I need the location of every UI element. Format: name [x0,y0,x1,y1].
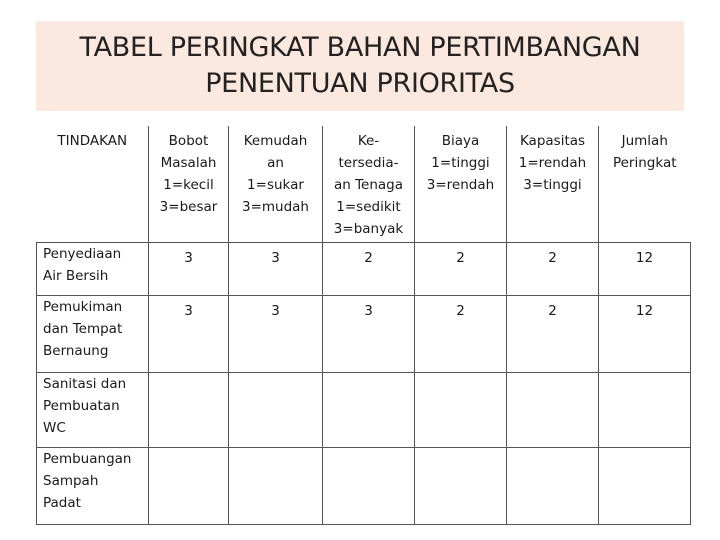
header-line: 3=rendah [426,177,495,193]
cell-kapasitas [507,373,599,448]
table-row [37,373,691,448]
header-line: Jumlah [621,133,668,149]
header-tindakan [37,126,149,243]
cell-kapasitas: 2 [507,243,599,296]
header-line: Masalah [160,155,217,171]
cell-bobot [149,448,229,525]
header-line: Peringkat [612,155,677,171]
header-line: 1=rendah [518,155,587,171]
title-banner [36,21,684,111]
header-kapasitas [507,126,599,243]
row-label [37,373,149,448]
header-line: 1=sukar [247,177,304,193]
header-ketersediaan-tenaga [323,126,415,243]
table-row [37,243,691,296]
row-label [37,448,149,525]
cell-biaya [415,373,507,448]
header-line: Bobot [168,133,209,149]
header-line: Biaya [441,133,480,149]
cell-ketersediaan: 2 [323,243,415,296]
cell-jumlah: 12 [599,296,691,373]
header-jumlah-peringkat [599,126,691,243]
cell-kemudahan [229,373,323,448]
header-line: 3=tinggi [523,177,582,193]
header-line: 3=banyak [333,221,404,237]
table-row [37,296,691,373]
cell-bobot [149,373,229,448]
header-bobot-masalah [149,126,229,243]
row-label [37,243,149,296]
header-line: an [267,155,284,171]
header-line: 3=mudah [241,199,309,215]
row-label-line: Pemukiman [43,299,123,315]
cell-ketersediaan [323,373,415,448]
row-label-line: Pembuatan [43,398,120,414]
row-label-line: WC [43,420,66,436]
row-label-line: Penyediaan [43,246,122,262]
header-line: Kapasitas [519,133,586,149]
header-line: 3=besar [159,199,218,215]
header-line: tersedia- [338,155,399,171]
row-label [37,296,149,373]
row-label-line: Sanitasi dan [43,376,127,392]
cell-kapasitas [507,448,599,525]
header-line: 1=tinggi [431,155,490,171]
cell-kemudahan [229,448,323,525]
cell-kemudahan: 3 [229,296,323,373]
cell-jumlah: 12 [599,243,691,296]
cell-jumlah [599,373,691,448]
title-line-1: TABEL PERINGKAT BAHAN PERTIMBANGAN [79,32,641,63]
header-line: 1=sedikit [336,199,401,215]
cell-biaya: 2 [415,296,507,373]
header-line: TINDAKAN [57,133,128,149]
title-line-2: PENENTUAN PRIORITAS [205,68,515,99]
priority-ranking-table [36,126,691,525]
cell-ketersediaan [323,448,415,525]
cell-bobot: 3 [149,296,229,373]
cell-biaya [415,448,507,525]
row-label-line: Pembuangan [43,451,132,467]
header-row [37,126,691,243]
row-label-line: dan Tempat [43,321,123,337]
row-label-line: Padat [43,495,81,511]
page-title [80,30,641,102]
cell-bobot: 3 [149,243,229,296]
header-line: Kemudah [243,133,308,149]
cell-jumlah [599,448,691,525]
header-line: an Tenaga [333,177,404,193]
cell-kapasitas: 2 [507,296,599,373]
header-line: 1=kecil [163,177,214,193]
table-row [37,448,691,525]
row-label-line: Sampah [43,473,99,489]
header-biaya [415,126,507,243]
cell-ketersediaan: 3 [323,296,415,373]
cell-kemudahan: 3 [229,243,323,296]
cell-biaya: 2 [415,243,507,296]
row-label-line: Air Bersih [43,268,109,284]
row-label-line: Bernaung [43,343,109,359]
header-kemudahan [229,126,323,243]
header-line: Ke- [357,133,380,149]
